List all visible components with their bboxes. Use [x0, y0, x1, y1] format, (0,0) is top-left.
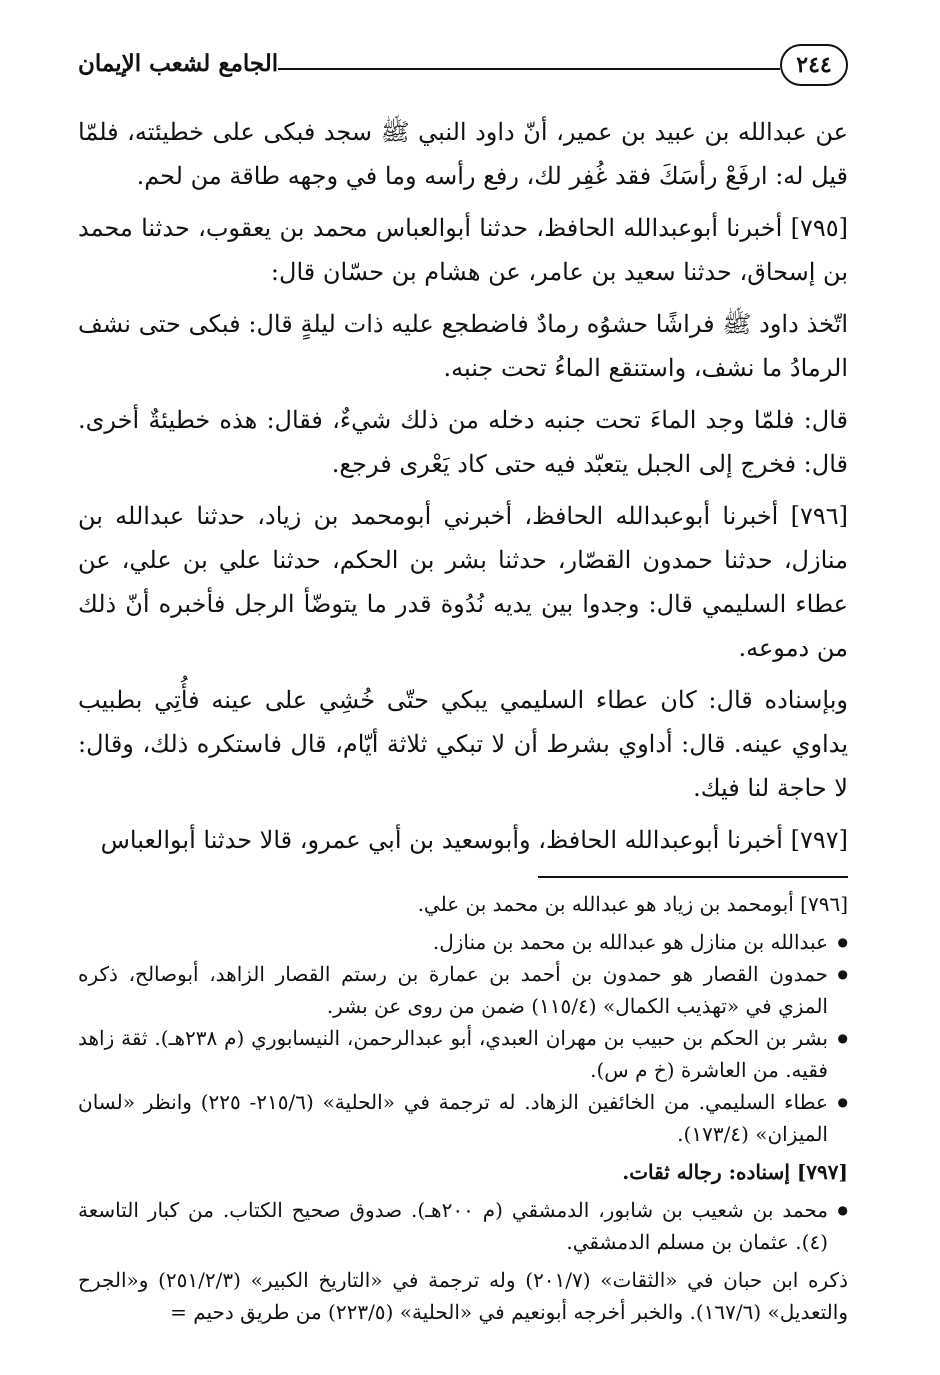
paragraph: وبإسناده قال: كان عطاء السليمي يبكي حتّى خُشِي على عينه فأُتِي بطبيب يداوي عينه. قال: أداوي بشرط أن لا تبكي ثلاثة أيّام، قال فاستكره ذلك، وقال: لا حاجة لنا فيك.	[78, 686, 848, 802]
footnote-797-list	[78, 1194, 848, 1258]
footnote-797-title: [٧٩٧] إسناده: رجاله ثقات.	[622, 1160, 848, 1184]
footnote-796-title: [٧٩٦] أبومحمد بن زياد هو عبدالله بن محمد بن علي.	[417, 892, 848, 916]
footnote-item: ● عطاء السليمي. من الخائفين الزهاد. له ترجمة في «الحلية» (٢١٥/٦- ٢٢٥) وانظر «لسان الميزان» (١٧٣/٤).	[78, 1086, 848, 1150]
paragraph: قال: فلمّا وجد الماءَ تحت جنبه دخله من ذلك شيءٌ، فقال: هذه خطيئةٌ أخرى. قال: فخرج إلى الجبل يتعبّد فيه حتى كاد يَعْرى فرجع.	[78, 406, 848, 478]
page-number: ٢٤٤	[780, 44, 848, 86]
footnote-divider	[538, 876, 848, 878]
paragraph: اتّخذ داود ﷺ فراشًا حشوُه رمادٌ فاضطجع عليه ذات ليلةٍ قال: فبكى حتى نشف الرمادُ ما نشف، واستنقع الماءُ تحت جنبه.	[78, 310, 849, 382]
footnote-796-list	[78, 926, 848, 1150]
paragraph: [٧٩٧] أخبرنا أبوعبدالله الحافظ، وأبوسعيد بن أبي عمرو، قالا حدثنا أبوالعباس	[100, 826, 848, 854]
footnote-item: ● بشر بن الحكم بن حبيب بن مهران العبدي، أبو عبدالرحمن، النيسابوري (م ٢٣٨هـ). ثقة زاهد فقيه. من العاشرة (خ م س).	[78, 1022, 848, 1086]
running-title: الجامع لشعب الإيمان	[78, 50, 279, 77]
paragraph: عن عبدالله بن عبيد بن عمير، أنّ داود النبي ﷺ سجد فبكى على خطيئته، فلمّا قيل له: ارفَعْ رأسَكَ فقد غُفِر لك، رفع رأسه وما في وجهه طاقة من لحم.	[78, 118, 848, 190]
paragraph: [٧٩٥] أخبرنا أبوعبدالله الحافظ، حدثنا أبوالعباس محمد بن يعقوب، حدثنا محمد بن إسحاق، حدثنا سعيد بن عامر، عن هشام بن حسّان قال:	[78, 214, 848, 286]
header-rule	[278, 68, 780, 70]
main-text	[78, 110, 848, 862]
footnote-closing: ذكره ابن حبان في «الثقات» (٢٠١/٧) وله ترجمة في «التاريخ الكبير» (٢٥١/٢/٣) و«الجرح والتعديل» (١٦٧/٦). والخبر أخرجه أبونعيم في «الحلية» (٢٢٣/٥) من طريق دحيم =	[78, 1268, 848, 1324]
footnote-item: ● عبدالله بن منازل هو عبدالله بن محمد بن منازل.	[78, 926, 848, 958]
paragraph: [٧٩٦] أخبرنا أبوعبدالله الحافظ، أخبرني أبومحمد بن زياد، حدثنا عبدالله بن منازل، حدثنا حمدون القصّار، حدثنا بشر بن الحكم، حدثنا علي بن علي، عن عطاء السليمي قال: وجدوا بين يديه نُدُوة قدر ما يتوضّأ الرجل فأخبره أنّ ذلك من دموعه.	[78, 502, 849, 662]
footnotes	[78, 888, 848, 1328]
footnote-item: ● محمد بن شعيب بن شابور، الدمشقي (م ٢٠٠هـ). صدوق صحيح الكتاب. من كبار التاسعة (٤). عثمان بن مسلم الدمشقي.	[78, 1194, 848, 1258]
page-header	[78, 38, 848, 110]
footnote-item: ● حمدون القصار هو حمدون بن أحمد بن عمارة بن رستم القصار الزاهد، أبوصالح، ذكره المزي في «تهذيب الكمال» (١١٥/٤) ضمن من روى عن بشر.	[78, 958, 848, 1022]
book-page	[78, 38, 848, 1334]
